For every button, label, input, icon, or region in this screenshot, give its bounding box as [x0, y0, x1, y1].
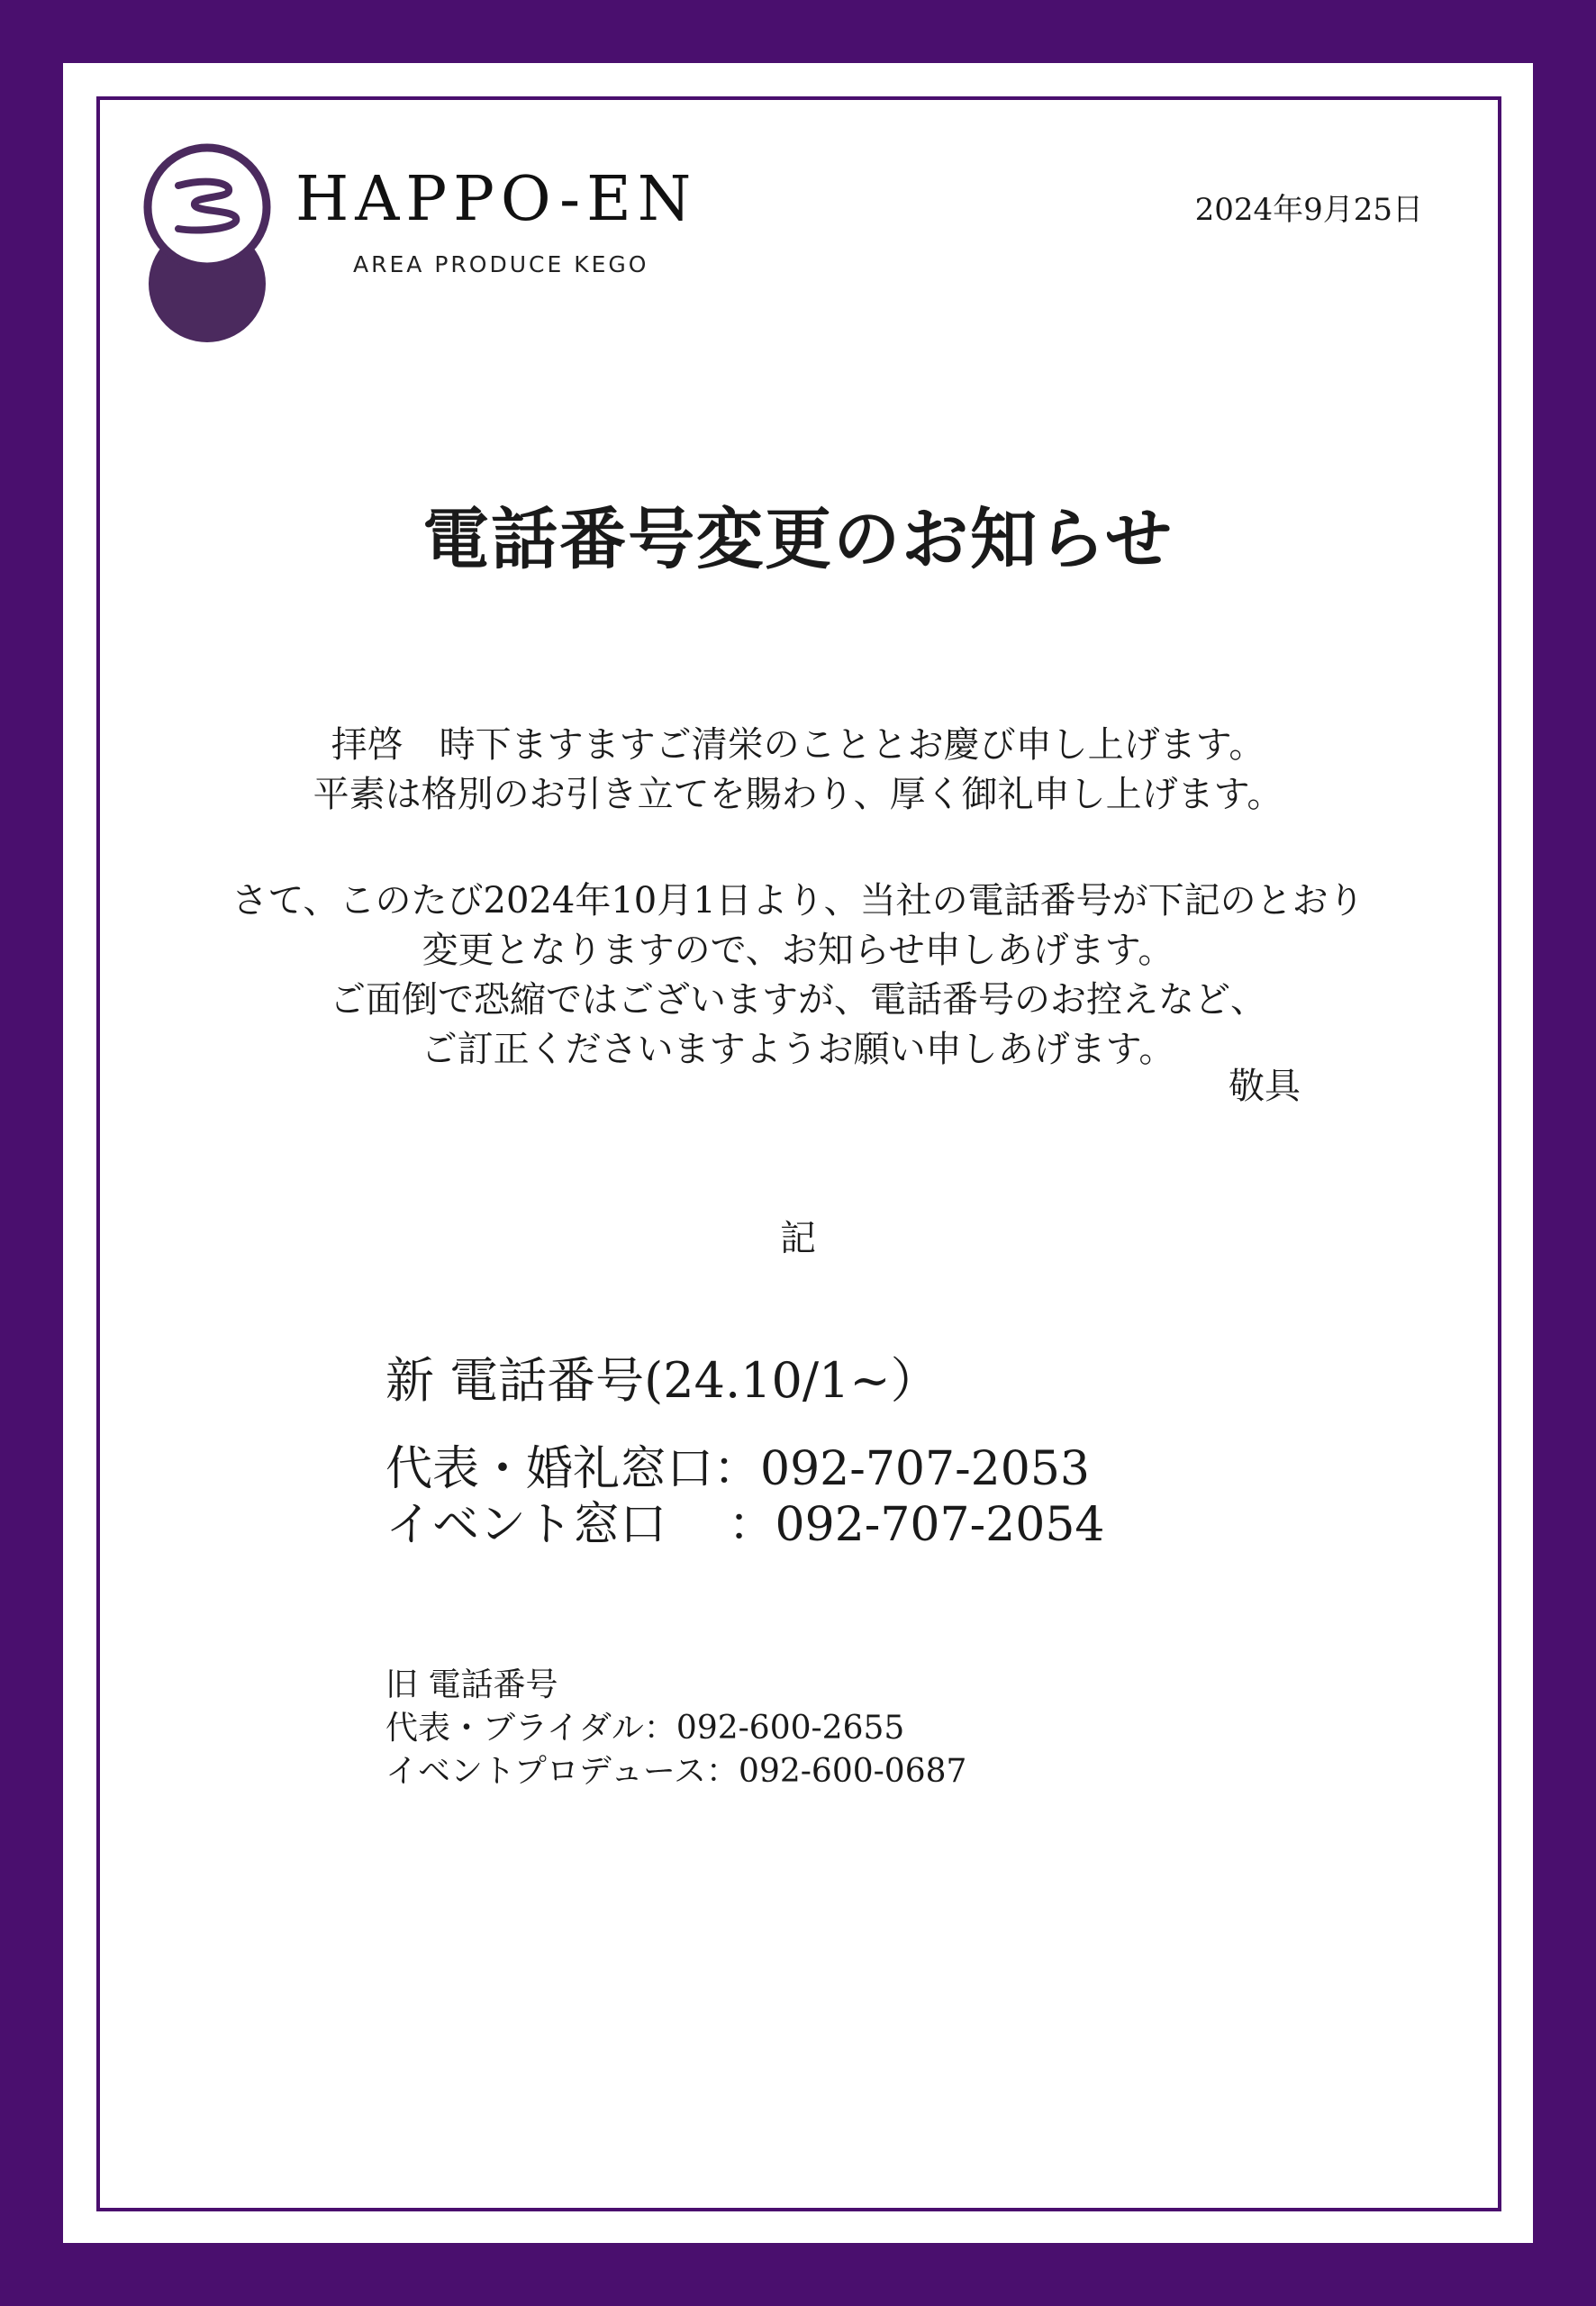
closing-word: 敬具: [1229, 1066, 1301, 1107]
greeting-line: 平素は格別のお引き立てを賜わり、厚く御礼申し上げます。: [313, 774, 1283, 815]
old-number-line: 代表・ブライダル：092-600-2655: [385, 1710, 905, 1747]
new-number-line: 代表・婚礼窓口：092-707-2053: [385, 1442, 1090, 1496]
message-line: 変更となりますので、お知らせ申しあげます。: [422, 930, 1174, 971]
message-line: さて、このたび2024年10月1日より、当社の電話番号が下記のとおり: [231, 880, 1365, 921]
issue-date: 2024年9月25日: [1194, 192, 1423, 228]
brand-name: HAPPO-EN: [295, 164, 698, 235]
ki-marker: 記: [780, 1218, 816, 1259]
greeting-line: 拝啓 時下ますますご清栄のこととお慶び申し上げます。: [331, 724, 1265, 766]
happo-en-logo-icon: [142, 142, 273, 342]
old-number-line: イベントプロデュース：092-600-0687: [385, 1753, 967, 1790]
message-line: ご訂正くださいますようお願い申しあげます。: [421, 1029, 1175, 1070]
new-numbers-heading: 新 電話番号(24.10/1~）: [385, 1352, 939, 1409]
brand-tagline: AREA PRODUCE KEGO: [353, 251, 649, 277]
notice-sheet: [63, 63, 1533, 2243]
old-numbers-heading: 旧 電話番号: [385, 1666, 558, 1703]
inner-border: [96, 96, 1501, 2211]
page-title: 電話番号変更のお知らせ: [422, 501, 1174, 578]
message-line: ご面倒で恐縮ではございますが、電話番号のお控えなど、: [330, 979, 1266, 1021]
new-number-line: イベント窓口 ：092-707-2054: [385, 1498, 1105, 1552]
